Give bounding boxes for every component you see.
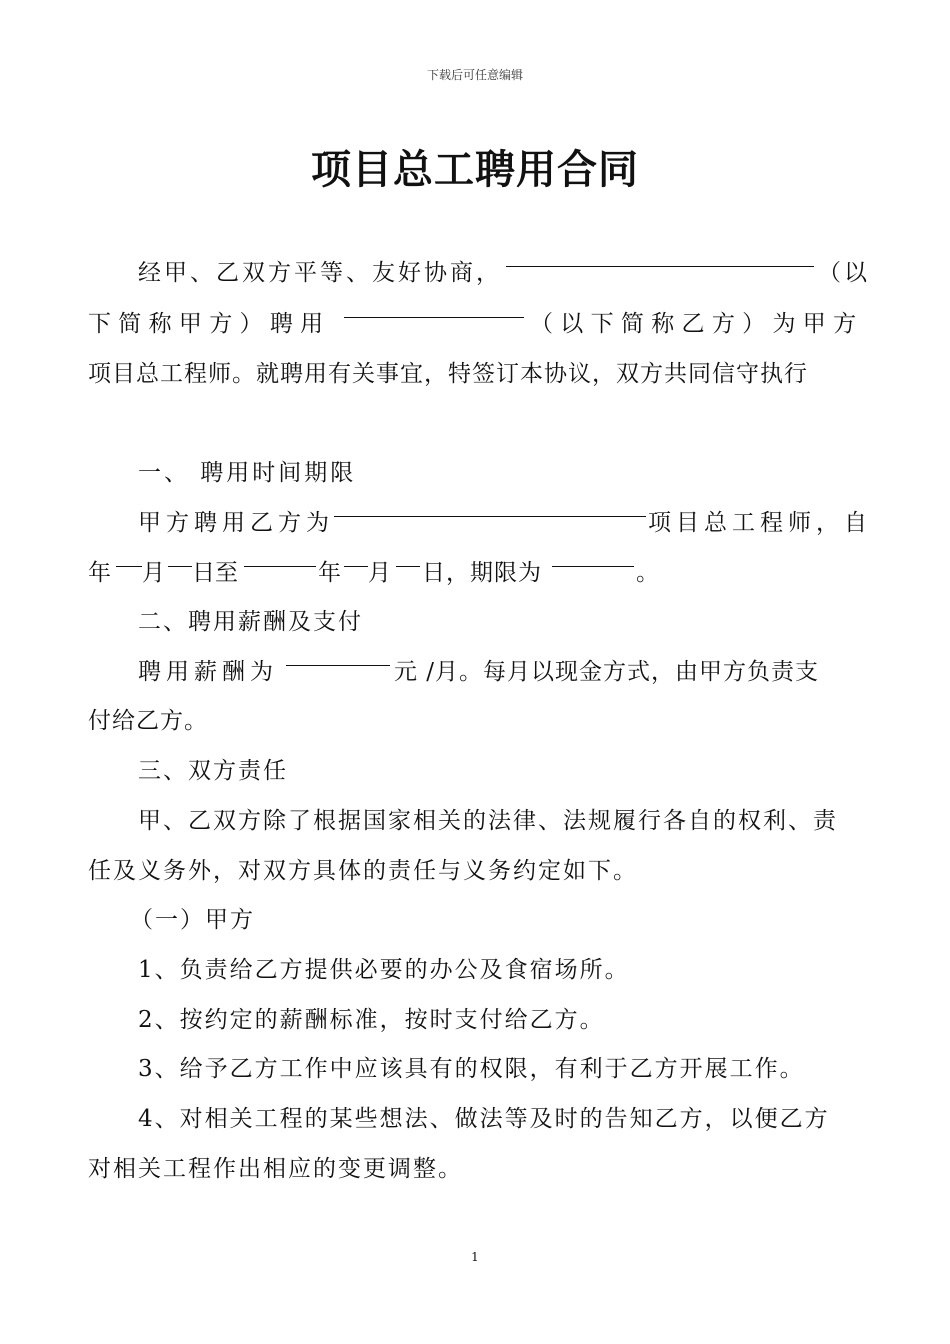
intro-text-2a: 下 简 称 甲 方 ） 聘 用 [88, 311, 324, 337]
intro-text-2b: （ 以 下 简 称 乙 方 ） 为 甲 方 [530, 311, 857, 337]
party-a-subheading [0, 895, 950, 945]
intro-line-3 [0, 349, 950, 399]
start-day-blank[interactable] [168, 534, 192, 567]
start-month-blank[interactable] [116, 534, 142, 567]
item-1-text: 1、负责给乙方提供必要的办公及食宿场所。 [138, 957, 630, 983]
section-1-date-line [0, 548, 950, 598]
s1-text-1b: 项目总工程师，自 [648, 510, 872, 536]
item-4-text-1: 4、对相关工程的某些想法、做法等及时的告知乙方，以便乙方 [138, 1106, 830, 1132]
party-a-subheading-text: （一）甲方 [130, 907, 255, 933]
s2-text-2: 付给乙方。 [88, 708, 208, 734]
date-month-2: 月 [368, 560, 391, 586]
intro-text-1a: 经甲、乙双方平等、友好协商， [138, 260, 502, 286]
s1-text-1a: 甲方聘用乙方为 [138, 510, 334, 536]
salary-blank[interactable] [286, 633, 390, 666]
project-name-blank[interactable] [334, 484, 646, 517]
date-year-2: 年 [318, 560, 341, 586]
section-2-line-2 [0, 696, 950, 746]
s2-text-1a: 聘用薪酬为 [138, 659, 278, 685]
item-2 [0, 995, 950, 1045]
s2-text-1b: 元 /月。每月以现金方式，由甲方负责支 [394, 659, 820, 685]
section-3-para-line-2 [0, 846, 950, 896]
intro-text-3: 项目总工程师。就聘用有关事宜，特签订本协议，双方共同信守执行 [88, 361, 808, 387]
end-year-blank[interactable] [244, 534, 316, 567]
end-day-blank[interactable] [396, 534, 420, 567]
item-3 [0, 1044, 950, 1094]
item-2-text: 2、按约定的薪酬标准，按时支付给乙方。 [138, 1007, 605, 1033]
date-day-2: 日，期限为 [422, 560, 542, 586]
item-4-text-2: 对相关工程作出相应的变更调整。 [88, 1156, 463, 1182]
section-1-heading-text: 一、 聘用时间期限 [138, 460, 357, 486]
item-4-line-2 [0, 1144, 950, 1194]
party-b-blank[interactable] [344, 285, 524, 318]
section-2-line-1 [0, 647, 950, 697]
item-1 [0, 945, 950, 995]
date-day-1: 日至 [192, 560, 238, 586]
date-year-1: 年 [88, 560, 111, 586]
section-3-heading [0, 746, 950, 796]
s3-para-1: 甲、乙双方除了根据国家相关的法律、法规履行各自的权利、责 [138, 808, 838, 834]
header-note: 下载后可任意编辑 [426, 68, 523, 82]
section-3-heading-text: 三、双方责任 [138, 758, 288, 784]
intro-text-1b: （以 [818, 260, 870, 286]
end-month-blank[interactable] [344, 534, 368, 567]
section-2-heading-text: 二、聘用薪酬及支付 [138, 609, 363, 635]
date-end-punct: 。 [636, 560, 659, 586]
intro-line-2 [0, 299, 950, 349]
section-1-line-1 [0, 498, 950, 548]
item-3-text: 3、给予乙方工作中应该具有的权限，有利于乙方开展工作。 [138, 1056, 805, 1082]
page-number: 1 [471, 1250, 479, 1264]
s3-para-2: 任及义务外，对双方具体的责任与义务约定如下。 [88, 858, 638, 884]
item-4-line-1 [0, 1094, 950, 1144]
section-3-para-line-1 [0, 796, 950, 846]
date-month-1: 月 [142, 560, 165, 586]
party-a-blank[interactable] [506, 234, 814, 267]
duration-blank[interactable] [552, 534, 634, 567]
section-2-heading [0, 597, 950, 647]
document-title: 项目总工聘用合同 [311, 147, 639, 193]
